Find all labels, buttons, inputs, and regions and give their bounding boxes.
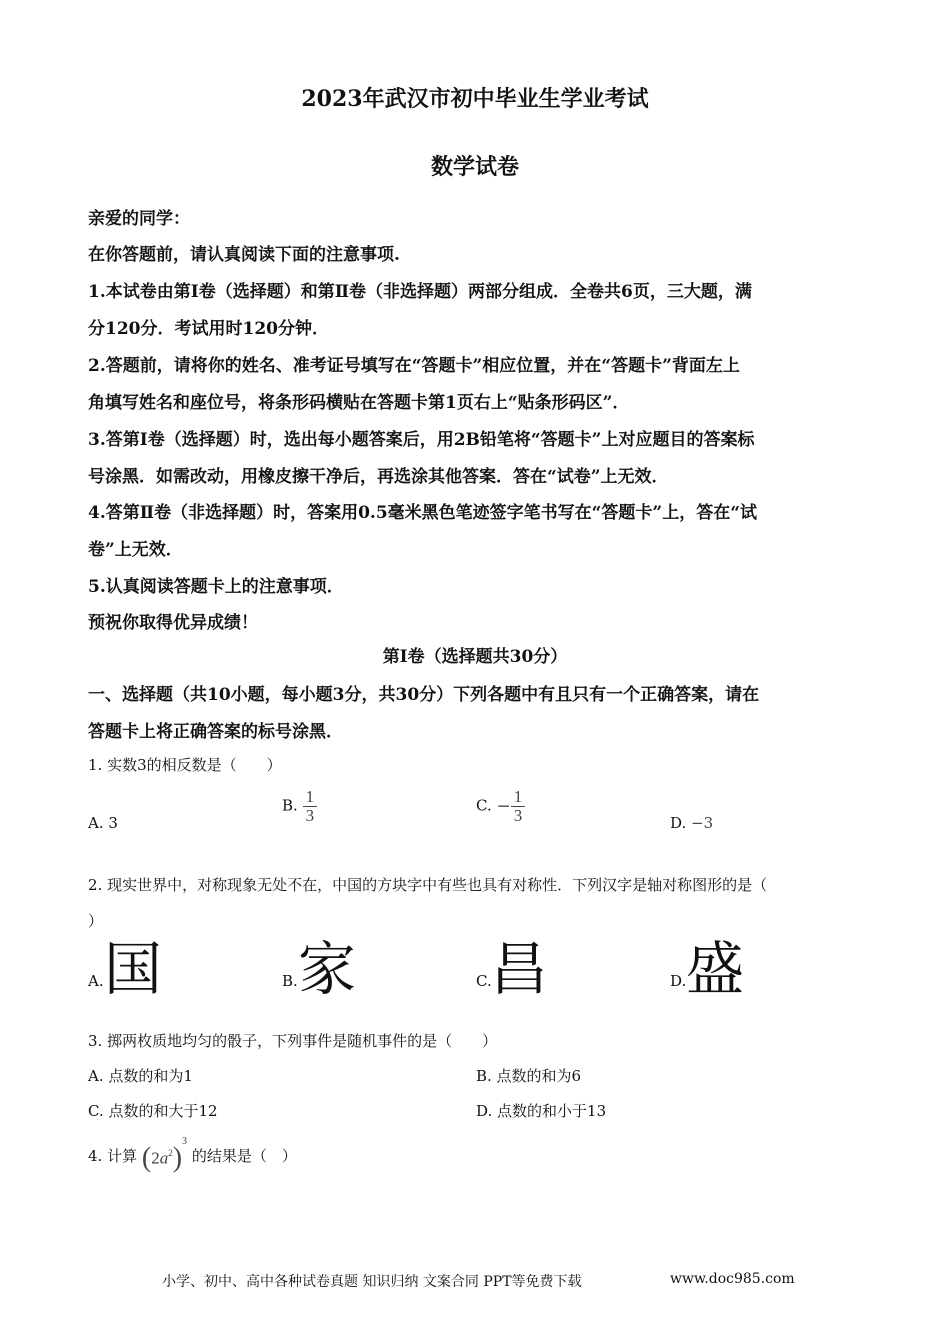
note-2-line-2: 角填写姓名和座位号，将条形码横贴在答题卡第1页右上“贴条形码区”． [88,393,630,413]
hanzi-guo: 国 [104,935,163,1003]
note-5: 5.认真阅读答题卡上的注意事项． [88,577,344,597]
fraction-numerator: 1 [513,787,523,806]
question-1-option-a: A. 3 [88,814,118,832]
option-c-label: C. [476,796,492,815]
question-4-prefix: 4. 计算 [88,1146,138,1165]
option-d-label: D. [670,814,687,832]
question-2-option-c-label: C. [476,972,492,990]
power-expression: $(2a^2)^3$ [141,1136,188,1174]
fraction-denominator: 3 [511,806,526,825]
section-1-instruction-line-1: 一、选择题（共10小题，每小题3分，共30分）下列各题中有且只有一个正确答案，请在 [88,685,760,705]
question-1-option-b [282,788,317,825]
footer-text: 小学、初中、高中各种试卷真题 知识归纳 文案合同 PPT等免费下载 [162,1274,582,1290]
note-3-line-1: 3.答第Ⅰ卷（选择题）时，选出每小题答案后，用2B铅笔将“答题卡”上对应题目的答案标 [88,430,755,450]
outer-exponent: 3 [182,1136,188,1147]
question-2-option-d-label: D. [670,972,687,990]
note-4-line-1: 4.答第Ⅱ卷（非选择题）时，答案用0.5毫米黑色笔迹签字笔书写在“答题卡”上，答在“试 [88,503,757,523]
option-d-value: −3 [691,814,714,832]
question-4-suffix: 的结果是（ ） [191,1146,297,1165]
section-1-instruction-line-2: 答题卡上将正确答案的标号涂黑． [88,722,343,742]
section-1-heading: 第Ⅰ卷（选择题共30分） [382,647,568,667]
option-b-label: B. [282,796,298,815]
question-3-stem: 3. 掷两枚质地均匀的骰子，下列事件是随机事件的是（ ） [88,1032,498,1050]
question-4-stem [88,1136,297,1175]
minus-sign: − [496,796,511,817]
fraction-one-third [303,788,318,825]
inner-exponent: 2 [168,1148,173,1158]
question-2-option-a-label: A. [88,972,104,990]
greeting: 亲爱的同学： [88,209,190,229]
question-3-option-b: B. 点数的和为6 [476,1067,582,1085]
hanzi-chang: 昌 [490,935,549,1003]
hanzi-sheng: 盛 [686,935,745,1003]
note-1-line-2: 分120分．考试用时120分钟． [88,319,329,339]
question-3-option-c: C. 点数的和大于12 [88,1102,218,1120]
note-2-line-1: 2.答题前，请将你的姓名、准考证号填写在“答题卡”相应位置，并在“答题卡”背面左上 [88,356,740,376]
note-3-line-2: 号涂黑．如需改动，用橡皮擦干净后，再选涂其他答案．答在“试卷”上无效． [88,467,669,487]
variable: a [159,1148,169,1168]
fraction-one-third [511,788,526,825]
question-3-option-a: A. 点数的和为1 [88,1067,193,1085]
fraction-denominator: 3 [303,806,318,825]
question-2-stem-line-1: 2. 现实世界中，对称现象无处不在，中国的方块字中有些也具有对称性．下列汉字是轴对称图形的是（ [88,876,768,894]
note-1-line-1: 1.本试卷由第Ⅰ卷（选择题）和第Ⅱ卷（非选择题）两部分组成．全卷共6页，三大题，满 [88,282,752,302]
exam-title: 2023年武汉市初中毕业生学业考试 [301,86,649,112]
footer-url[interactable]: www.doc985.com [670,1271,795,1287]
notes-intro: 在你答题前，请认真阅读下面的注意事项. [88,245,400,265]
question-3-option-d: D. 点数的和小于13 [476,1102,607,1120]
hanzi-jia: 家 [298,935,357,1003]
question-2-stem-line-2: ） [88,912,104,930]
wish: 预祝你取得优异成绩！ [88,613,258,633]
question-1-option-c [476,788,525,825]
question-1-stem: 1. 实数3的相反数是（ ） [88,756,282,774]
question-1-option-d [670,814,713,832]
fraction-numerator: 1 [305,787,315,806]
coefficient: 2 [151,1148,160,1168]
question-2-option-b-label: B. [282,972,298,990]
exam-subtitle: 数学试卷 [430,154,519,180]
note-4-line-2: 卷”上无效． [88,540,183,560]
